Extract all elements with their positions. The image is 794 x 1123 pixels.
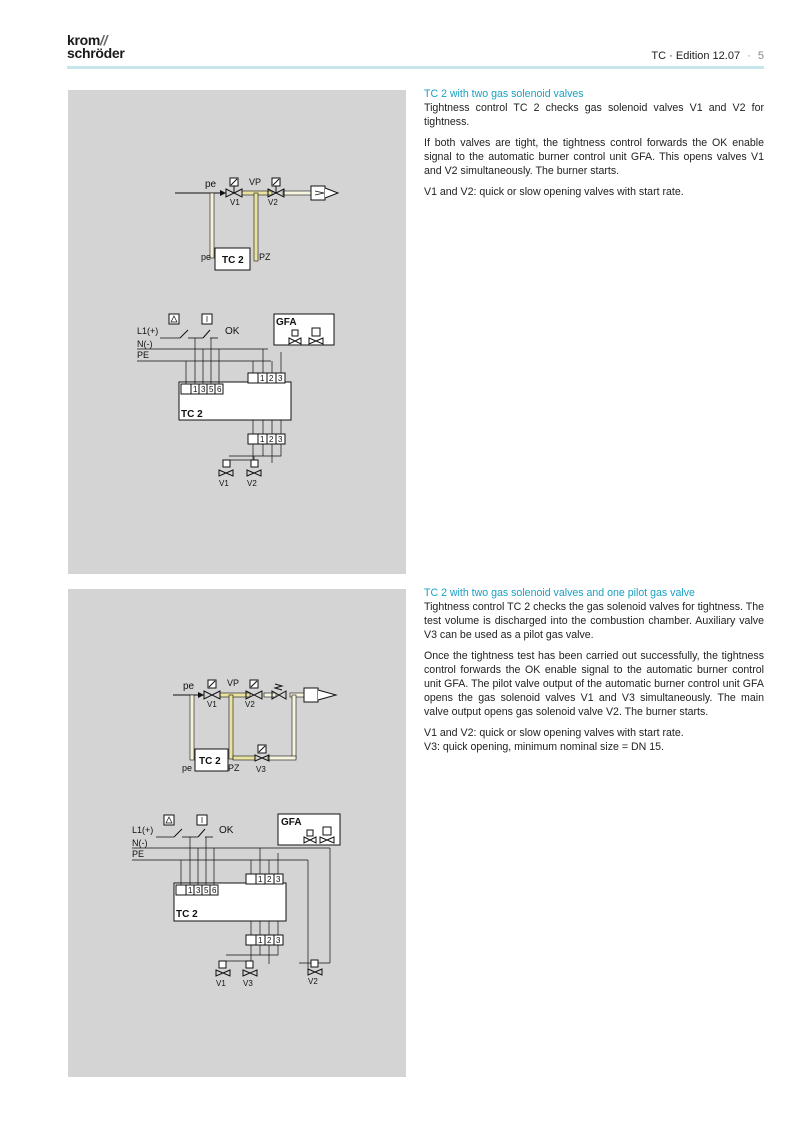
pe-line-label-2: PE <box>132 849 145 859</box>
v1-elec-label-2: V1 <box>216 979 226 988</box>
section-2-heading: TC 2 with two gas solenoid valves and one pilot gas valve <box>424 587 695 599</box>
logo-slash: // <box>100 32 108 48</box>
l1-label-2: L1(+) <box>132 825 154 835</box>
tc2-small-label-2: TC 2 <box>199 756 221 767</box>
pe-label-bottom-2: pe <box>182 763 193 773</box>
n-label-2: N(-) <box>132 838 148 848</box>
t3-label-2: 3 <box>196 886 201 895</box>
out-t1: 1 <box>260 435 265 444</box>
v2-elec-label: V2 <box>247 479 257 488</box>
gfa-t1-2: 1 <box>258 875 263 884</box>
section-2-text <box>424 587 764 761</box>
tc2-controller-label-2: TC 2 <box>176 909 198 920</box>
t5-label: 5 <box>209 385 214 394</box>
gfa-t3: 3 <box>278 374 283 383</box>
v1-elec-label: V1 <box>219 479 229 488</box>
t5-label-2: 5 <box>204 886 209 895</box>
out-t2: 2 <box>269 435 274 444</box>
out-t3: 3 <box>278 435 283 444</box>
header-rule <box>67 66 764 69</box>
t1-label: 1 <box>193 385 198 394</box>
gfa-label: GFA <box>276 317 297 328</box>
logo-line1: krom <box>67 32 101 48</box>
n-label: N(-) <box>137 339 153 349</box>
vp-label-2: VP <box>227 678 240 688</box>
diagram-panel-1 <box>68 90 406 574</box>
section-2-para-2: Once the tightness test has been carried out successfully, the tightness control forwards the OK enable signal to the automatic burner control unit GFA. The pilot valve output of the automatic burner control unit GFA opens the gas solenoid valves V1 and V3 simultaneously. The main valve output opens gas solenoid valve V2. The burner starts. <box>424 650 764 718</box>
tc2-small-label: TC 2 <box>222 255 244 266</box>
section-2-note-1: V1 and V2: quick or slow opening valves with start rate. <box>424 727 684 739</box>
section-2-para-1: Tightness control TC 2 checks the gas solenoid valves for tightness. The test volume is discharged into the combustion chamber. Auxiliary valve V3 can be used as a pilot gas valve. <box>424 601 764 641</box>
t6-label: 6 <box>217 385 222 394</box>
page-separator: · <box>747 50 751 62</box>
out-t2-2: 2 <box>267 936 272 945</box>
v2-pipe-label-2: V2 <box>245 700 255 709</box>
v3-pipe-label: V3 <box>256 765 266 774</box>
tc2-controller-label: TC 2 <box>181 409 203 420</box>
out-t1-2: 1 <box>258 936 263 945</box>
pe-line-label: PE <box>137 350 150 360</box>
diagram-panel-2 <box>68 589 406 1077</box>
section-2-note-2: V3: quick opening, minimum nominal size = DN 15. <box>424 741 664 753</box>
page-number: 5 <box>757 50 764 62</box>
vp-label: VP <box>249 177 262 187</box>
section-1-text <box>424 88 764 206</box>
gfa-t2-2: 2 <box>267 875 272 884</box>
t6-label-2: 6 <box>212 886 217 895</box>
wiring-diagram-1 <box>68 90 406 574</box>
gfa-t2: 2 <box>269 374 274 383</box>
wiring-diagram-2 <box>68 589 406 1077</box>
section-1-para-2: If both valves are tight, the tightness control forwards the OK enable signal to the automatic burner control unit GFA. This opens valves V1 and V2 simultaneously. The burner starts. <box>424 137 764 177</box>
ok-label-2: OK <box>219 825 234 836</box>
l1-label: L1(+) <box>137 326 159 336</box>
v1-pipe-label-2: V1 <box>207 700 217 709</box>
section-1-para-3: V1 and V2: quick or slow opening valves with start rate. <box>424 186 684 198</box>
pz-label-2: PZ <box>228 763 240 773</box>
gfa-t3-2: 3 <box>276 875 281 884</box>
v1-pipe-label: V1 <box>230 198 240 207</box>
t1-label-2: 1 <box>188 886 193 895</box>
logo-line2: schröder <box>67 45 125 61</box>
pz-label: PZ <box>259 252 271 262</box>
edition-label: TC · Edition 12.07 <box>651 50 741 62</box>
out-t3-2: 3 <box>276 936 281 945</box>
ok-label: OK <box>225 326 240 337</box>
v3-elec-label: V3 <box>243 979 253 988</box>
section-1-para-1: Tightness control TC 2 checks gas solenoid valves V1 and V2 for tightness. <box>424 102 764 128</box>
v2-pipe-label: V2 <box>268 198 278 207</box>
section-1-heading: TC 2 with two gas solenoid valves <box>424 88 584 100</box>
t3-label: 3 <box>201 385 206 394</box>
pe-label-top-2: pe <box>183 681 195 692</box>
pe-label-top: pe <box>205 179 217 190</box>
page-info <box>651 50 764 62</box>
v2-elec-label-2: V2 <box>308 977 318 986</box>
brand-logo <box>67 34 125 60</box>
gfa-label-2: GFA <box>281 817 302 828</box>
gfa-t1: 1 <box>260 374 265 383</box>
pe-label-bottom: pe <box>201 252 212 262</box>
